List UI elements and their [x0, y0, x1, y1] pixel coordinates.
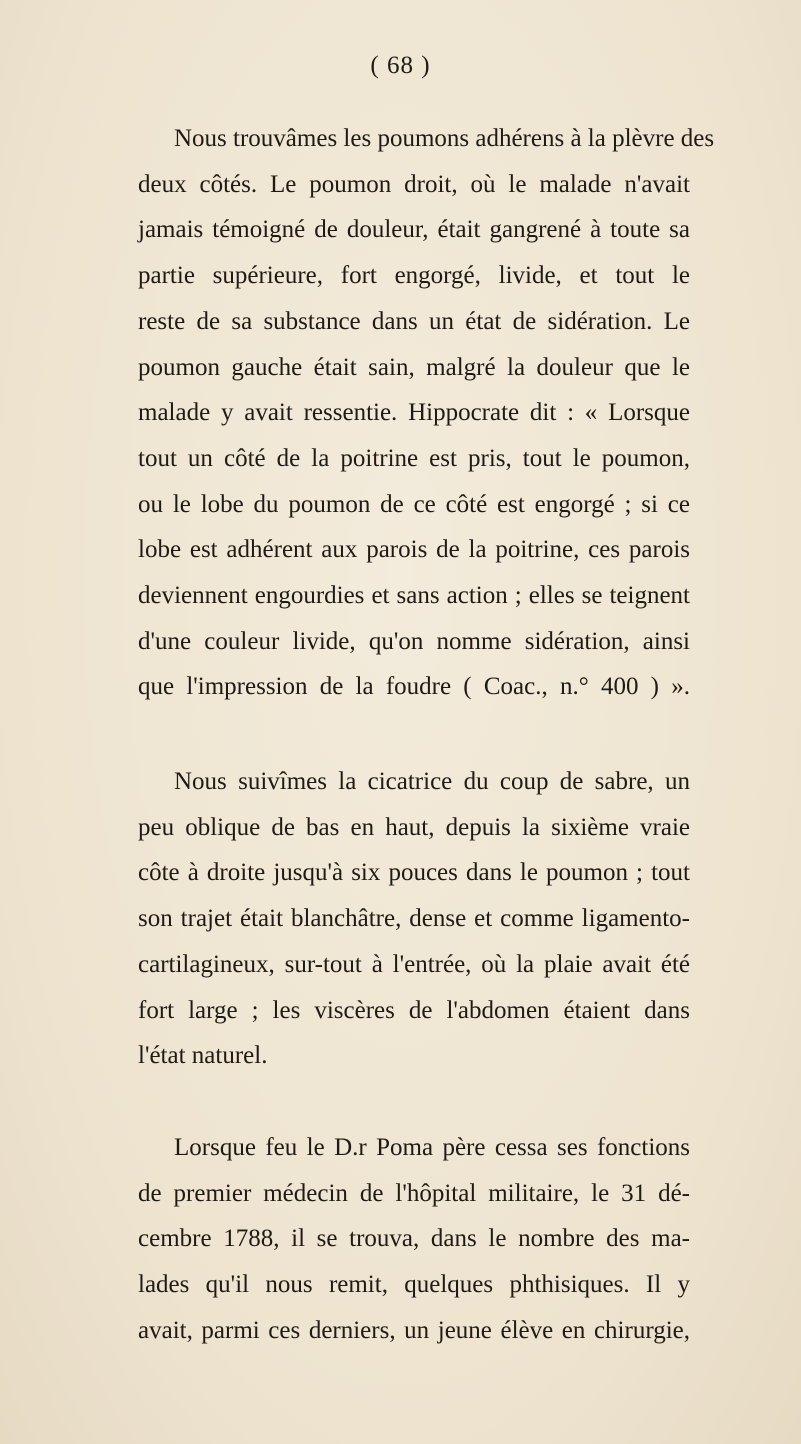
- text-line: malade y avait ressentie. Hippocrate dit : « Lorsque: [138, 399, 690, 427]
- text-line: fort large ; les viscères de l'abdomen étaient dans: [138, 996, 690, 1024]
- text-line: avait, parmi ces derniers, un jeune élève en chirurgie,: [138, 1316, 690, 1344]
- text-line: poumon gauche était sain, malgré la douleur que le: [138, 353, 690, 381]
- text-line: Nous suivîmes la cicatrice du coup de sabre, un: [174, 768, 690, 795]
- paragraph-1: [138, 116, 715, 710]
- text-line: deviennent engourdies et sans action ; elles se teignent: [138, 582, 690, 610]
- paragraph-2: [138, 759, 690, 1079]
- text-line: ou le lobe du poumon de ce côté est engorgé ; si ce: [138, 490, 690, 518]
- text-line: l'état naturel.: [138, 1042, 268, 1070]
- text-line: tout un côté de la poitrine est pris, tout le poumon,: [138, 444, 690, 472]
- text-line: cartilagineux, sur-tout à l'entrée, où la plaie avait été: [138, 950, 690, 978]
- text-line: d'une couleur livide, qu'on nomme sidération, ainsi: [138, 627, 690, 655]
- text-line: reste de sa substance dans un état de sidération. Le: [138, 307, 690, 335]
- text-line: que l'impression de la foudre ( Coac., n.° 400 ) ».: [138, 673, 690, 701]
- text-line: son trajet était blanchâtre, dense et comme ligamento-: [138, 905, 690, 933]
- text-line: de premier médecin de l'hôpital militaire, le 31 dé-: [138, 1179, 690, 1207]
- text-line: jamais témoigné de douleur, était gangrené à toute sa: [138, 216, 690, 244]
- text-line: lades qu'il nous remit, quelques phthisiques. Il y: [138, 1271, 690, 1299]
- text-line: Lorsque feu le D.r Poma père cessa ses fonctions: [174, 1134, 690, 1161]
- text-line: lobe est adhérent aux parois de la poitrine, ces parois: [138, 536, 690, 564]
- page-number: ( 68 ): [370, 52, 431, 79]
- text-line: Nous trouvâmes les poumons adhérens à la plèvre des: [174, 125, 715, 152]
- paragraph-3: [138, 1125, 690, 1354]
- text-line: cembre 1788, il se trouva, dans le nombre des ma-: [138, 1225, 690, 1253]
- text-line: côte à droite jusqu'à six pouces dans le poumon ; tout: [138, 859, 690, 887]
- text-line: peu oblique de bas en haut, depuis la sixième vraie: [138, 813, 690, 841]
- text-line: deux côtés. Le poumon droit, où le malade n'avait: [138, 170, 690, 198]
- text-line: partie supérieure, fort engorgé, livide, et tout le: [138, 262, 690, 290]
